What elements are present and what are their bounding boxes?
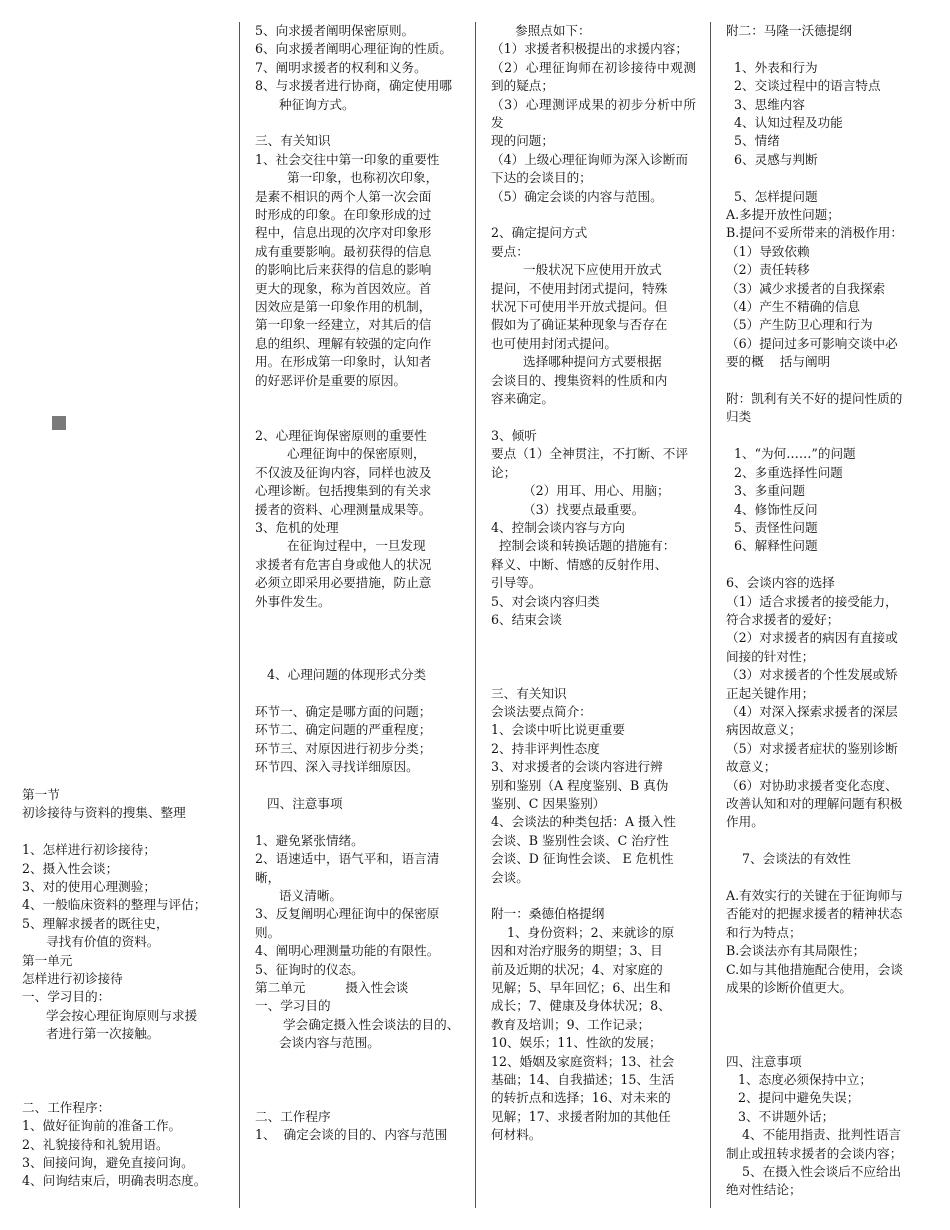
column-divider-2 (475, 22, 476, 1208)
column-4-line: 4、不能用指责、批判性语言 (726, 1127, 902, 1143)
column-3-line: 别和鉴别（A 程度鉴别、B 真伪 (491, 777, 669, 793)
column-4-line: 2、多重选择性问题 (726, 464, 843, 480)
column-2-line: 种征询方式。 (255, 96, 355, 112)
column-4-line: 5、责怪性问题 (726, 519, 818, 535)
column-3-line: 鉴别、C 因果鉴别） (491, 795, 606, 811)
column-2-line: 2、语速适中，语气平和，语言清晰， (255, 851, 440, 885)
column-3-line: （4）上级心理征询师为深入诊断而下达的会谈目的； (491, 151, 688, 186)
column-2-line: 因效应是第一印象作用的机制， (255, 299, 432, 315)
column-3-line: 状况下可使用半开放式提问。但 (491, 299, 668, 315)
column-2-line: 必须立即采用必要措施，防止意 (255, 575, 432, 591)
column-3-line (491, 887, 696, 905)
column-4-line: 正起关键作用； (726, 685, 815, 701)
column-2-line: 用。在形成第一印象时，认知者 (255, 354, 432, 370)
column-2-line: 一、学习目的 (255, 998, 331, 1014)
column-3-line: （1）求援者积极提出的求援内容； (491, 41, 688, 57)
column-4-line: 间接的针对性； (726, 648, 815, 664)
column-2-line: 求援者有危害自身或他人的状况 (255, 556, 432, 572)
column-2-line: 第二单元 摄入性会谈 (255, 979, 409, 995)
column-2-line: 5、征询时的仪态。 (255, 961, 364, 977)
column-4-line: 归类 (726, 409, 752, 425)
column-2-line (255, 114, 461, 132)
column-4-line: 3、不讲题外话； (726, 1108, 835, 1124)
column-3-line: 10、娱乐；11、性欲的发展； (491, 1035, 662, 1051)
column-2-line: 语义清晰。 (255, 887, 342, 903)
column-1-line: 3、对的使用心理测验； (22, 879, 156, 895)
column-3-line: 3、倾听 (491, 427, 537, 443)
column-1-line (22, 1080, 222, 1098)
column-2-line (255, 648, 461, 666)
column-4-line: 1、“为何……”的问题 (726, 446, 856, 462)
column-3-line (491, 206, 696, 224)
column-3-line: （3）找要点最重要。 (491, 501, 645, 517)
column-4-line: 病因故意义； (726, 722, 802, 738)
column-3-line: 会谈法要点简介： (491, 703, 592, 719)
column-divider-3 (710, 22, 711, 1208)
column-3-line (491, 666, 696, 684)
column-2-line (255, 1053, 461, 1071)
column-2 (255, 22, 461, 1212)
column-2-line (255, 777, 461, 795)
column-4-line: 5、怎样提问题 (726, 188, 818, 204)
column-2-line: 心理诊断。包括搜集到的有关求 (255, 483, 432, 499)
column-4-line: （4）产生不精确的信息 (726, 299, 860, 315)
column-1-line: 1、做好征询前的准备工作。 (22, 1118, 182, 1134)
column-3-line: 会谈、B 鉴别性会谈、C 治疗性 (491, 832, 670, 848)
column-4-line: 4、认知过程及功能 (726, 115, 843, 131)
column-2-line: 8、与求援者进行协商，确定使用哪 (255, 78, 452, 94)
column-2-line: 四、注意事项 (255, 795, 343, 811)
column-2-line: 1、避免紧张情绪。 (255, 832, 364, 848)
column-2-line: 心理征询中的保密原则， (255, 446, 426, 462)
column-2-line (255, 409, 461, 427)
column-4-line: A.有效实行的关键在于征询师与 (726, 887, 903, 903)
column-3-line: 选择哪种提问方式要根据 (491, 354, 662, 370)
column-2-line: 第一印象一经建立，对其后的信 (255, 317, 432, 333)
column-4-line: 2、交谈过程中的语言特点 (726, 78, 881, 94)
column-2-line (255, 1089, 461, 1107)
column-1-text (22, 786, 222, 1191)
column-4-line (726, 169, 930, 187)
column-3-line: 到的疑点； (491, 78, 554, 94)
column-4-line: A.多提开放性问题； (726, 207, 840, 223)
column-4-line: （1）导致依赖 (726, 243, 810, 259)
column-2-line: 第一印象，也称初次印象， (255, 170, 439, 186)
column-3-line: 4、会谈法的种类包括：A 摄入性 (491, 814, 676, 830)
column-3-line: 会谈。 (491, 869, 529, 885)
column-3-line: 因和对治疗服务的期望；3、目 (491, 943, 663, 959)
column-4-line: 2、提问中避免失误； (726, 1090, 860, 1106)
column-1-line: 第一节 (22, 787, 60, 802)
column-4-line: C.如与其他措施配合使用，会谈 (726, 961, 903, 977)
column-2-line: 在征询过程中，一旦发现 (255, 538, 426, 554)
column-4-line: （5）对求援者症状的鉴别诊断 (726, 740, 898, 756)
column-4-line: 6、灵感与判断 (726, 151, 818, 167)
column-3-line: 的转折点和选择；16、对未来的 (491, 1090, 671, 1106)
column-2-line: 6、向求援者阐明心理征询的性质。 (255, 41, 452, 57)
column-4-line (726, 869, 930, 887)
column-4-line (726, 556, 930, 574)
column-4-line: 故意义； (726, 759, 777, 775)
column-1-line: 2、摄入性会谈； (22, 860, 119, 876)
column-3-line: （5）确定会谈的内容与范围。 (491, 188, 663, 204)
column-2-line: 息的组织、理解有较强的定向作 (255, 335, 432, 351)
column-4-line: 四、注意事项 (726, 1053, 802, 1069)
column-1-line: 二、工作程序： (22, 1099, 111, 1115)
column-2-line: 是素不相识的两个人第一次会面 (255, 188, 432, 204)
column-4-line: 1、外表和行为 (726, 59, 818, 75)
column-2-line: 环节四、深入寻找详细原因。 (255, 759, 419, 775)
column-4-line (726, 997, 930, 1015)
column-2-line: 4、心理问题的体现形式分类 (255, 667, 427, 683)
column-3-line: 假如为了确证某种现象与否存在 (491, 317, 668, 333)
column-3-line: 2、持非评判性态度 (491, 740, 600, 756)
column-4-line: B.会谈法亦有其局限性； (726, 943, 866, 959)
column-4-line (726, 372, 930, 390)
column-3-line: （2）心理征询师在初诊接待中观测 (491, 59, 696, 75)
column-4-line (726, 427, 930, 445)
column-4-line (726, 1034, 930, 1052)
column-4-line: 6、解释性问题 (726, 538, 818, 554)
column-3-line: 提问，不使用封闭式提问，特殊 (491, 280, 668, 296)
column-3-line: 5、对会谈内容归类 (491, 593, 600, 609)
column-4-line: 附：凯利有关不好的提问性质的 (726, 391, 903, 407)
column-3-line: 何材料。 (491, 1127, 542, 1143)
column-3-line (491, 409, 696, 427)
column-divider-1 (239, 22, 240, 1208)
column-4-line: 绝对性结论； (726, 1182, 802, 1198)
column-3-line: 成长；7、健康及身体状况；8、 (491, 998, 671, 1014)
column-4-line (726, 1016, 930, 1034)
column-2-line: 更大的现象，称为首因效应。首 (255, 280, 432, 296)
column-3-line (491, 629, 696, 647)
column-1-line: 1、怎样进行初诊接待； (22, 842, 156, 858)
column-2-line: 3、危机的处理 (255, 519, 339, 535)
column-2-line: 环节三、对原因进行初步分类； (255, 740, 432, 756)
column-2-line: 环节一、确定是哪方面的问题； (255, 703, 432, 719)
column-3-line: 会谈、D 征询性会谈、 E 危机性 (491, 851, 674, 867)
column-2-line: 的影响比后来获得的信息的影响 (255, 262, 432, 278)
column-3-line: 控制会谈和转换话题的措施有： (491, 538, 676, 554)
column-2-line (255, 629, 461, 647)
column-2-line: 外事件发生。 (255, 593, 331, 609)
column-2-line (255, 813, 461, 831)
column-4-line: 3、思维内容 (726, 96, 805, 112)
column-3-line: 4、控制会谈内容与方向 (491, 519, 625, 535)
column-4-line: 和行为特点； (726, 924, 802, 940)
column-2-line: 1、 确定会谈的目的、内容与范围 (255, 1127, 448, 1143)
column-2-line: 7、阐明求援者的权利和义务。 (255, 59, 427, 75)
column-3-line (491, 648, 696, 666)
column-1-line: 2、礼貌接待和礼貌用语。 (22, 1136, 169, 1152)
column-4-line: 作用。 (726, 814, 764, 830)
column-3-line: 前及近期的状况；4、对家庭的 (491, 961, 663, 977)
column-2-line: 不仅波及征询内容，同样也波及 (255, 464, 432, 480)
column-4-line: 4、修饰性反问 (726, 501, 818, 517)
column-1-line: 4、问询结束后，明确表明态度。 (22, 1173, 207, 1189)
column-1-line: 学会按心理征询原则与求援 (22, 1007, 198, 1023)
column-2-line: 的好恶评价是重要的原因。 (255, 372, 407, 388)
column-1-line: 3、间接问询，避免直接问询。 (22, 1155, 194, 1171)
column-4-line: （6）对协助求援者变化态度、 (726, 777, 898, 793)
column-4-line: 成果的诊断价值更大。 (726, 980, 852, 996)
column-4-line: （3）减少求援者的自我探索 (726, 280, 886, 296)
column-3-line: 释义、中断、情感的反射作用、 (491, 556, 668, 572)
column-4-line: 7、会谈法的有效性 (726, 851, 851, 867)
column-1-line: 5、理解求援者的既往史， (22, 915, 169, 931)
column-1-line (22, 1062, 222, 1080)
column-2-line: 时形成的印象。在印象形成的过 (255, 207, 432, 223)
column-3-line: 2、确定提问方式 (491, 225, 588, 241)
column-1-line: 初诊接待与资料的搜集、整理 (22, 805, 186, 821)
column-4-line: 3、多重问题 (726, 483, 805, 499)
column-1 (22, 22, 222, 1212)
column-2-line: 3、反复阐明心理征询中的保密原则。 (255, 906, 440, 940)
column-3-line: 要点： (491, 243, 529, 259)
column-4-line: 改善认知和对的理解问题有积极 (726, 795, 903, 811)
column-2-line (255, 1071, 461, 1089)
column-3-line: 基础；14、自我描述；15、生活 (491, 1072, 675, 1088)
column-2-line: 1、社会交往中第一印象的重要性 (255, 151, 440, 167)
column-3-line: （3）心理测评成果的初步分析中所发 (491, 96, 696, 131)
column-3-line: 一般状况下应使用开放式 (491, 262, 662, 278)
column-4-line: （3）对求援者的个性发展或矫 (726, 667, 898, 683)
column-1-line: 一、学习目的： (22, 989, 111, 1005)
column-2-line: 环节二、确定问题的严重程度； (255, 722, 432, 738)
column-4-line: （2）责任转移 (726, 262, 810, 278)
column-3-line: 1、会谈中听比说更重要 (491, 722, 625, 738)
column-4-line: 1、态度必须保持中立； (726, 1072, 872, 1087)
column-3 (491, 22, 696, 1212)
column-3-line: 6、结束会谈 (491, 611, 562, 627)
column-3-line: 3、对求援者的会谈内容进行辨 (491, 759, 663, 775)
column-2-line: 三、有关知识 (255, 133, 331, 149)
column-1-line (22, 1044, 222, 1062)
column-3-line: 见解；5、早年回忆；6、出生和 (491, 980, 671, 996)
column-1-line (22, 823, 222, 841)
column-1-line: 寻找有价值的资料。 (22, 934, 160, 950)
column-3-line: 教育及培训；9、工作记录； (491, 1016, 651, 1032)
column-2-line: 程中，信息出现的次序对印象形 (255, 225, 432, 241)
column-1-line: 怎样进行初诊接待 (22, 971, 123, 987)
column-2-line: 成有重要影响。最初获得的信息 (255, 243, 432, 259)
column-4-line: 5、在摄入性会谈后不应给出 (726, 1164, 902, 1180)
column-4-line: 附二：马隆一沃德提纲 (726, 23, 852, 38)
column-3-line: 1、身份资料；2、来就诊的原 (491, 924, 675, 940)
column-3-line: 参照点如下： (491, 23, 591, 38)
column-3-line: 现的问题； (491, 133, 554, 149)
column-2-line (255, 611, 461, 629)
column-3-line: 见解；17、求援者附加的其他任 (491, 1108, 671, 1124)
column-3-line: 附一：桑德伯格提纲 (491, 906, 605, 922)
column-2-line (255, 390, 461, 408)
column-2-line: 4、阐明心理测量功能的有限性。 (255, 943, 440, 959)
column-3-line: 要点（1）全神贯注，不打断、不评论； (491, 446, 688, 480)
column-4-line: 否能对的把握求援者的精神状态 (726, 906, 903, 922)
column-3-line: 会谈目的、搜集资料的性质和内 (491, 372, 668, 388)
column-4-line: 符合求援者的爱好； (726, 611, 840, 627)
column-4-line: （6）提问过多可影响交谈中必 (726, 335, 898, 351)
column-4-line (726, 832, 930, 850)
column-2-line: 2、心理征询保密原则的重要性 (255, 427, 427, 443)
column-2-line: 会谈内容与范围。 (255, 1035, 380, 1051)
column-1-line: 者进行第一次接触。 (22, 1026, 160, 1042)
column-3-line: 12、婚姻及家庭资料；13、社会 (491, 1053, 675, 1069)
column-4-line: 6、会谈内容的选择 (726, 575, 835, 591)
column-1-line: 4、一般临床资料的整理与评估； (22, 897, 207, 913)
column-4-line: （4）对深入探索求援者的深层 (726, 703, 898, 719)
column-3-line: 也可使用封闭式提问。 (491, 335, 617, 351)
column-4 (726, 22, 930, 1212)
column-2-line: 学会确定摄入性会谈法的目的、 (255, 1016, 460, 1032)
column-2-line: 5、向求援者阐明保密原则。 (255, 23, 415, 38)
column-4-line: 5、情绪 (726, 133, 780, 149)
column-4-line: （2）对求援者的病因有直接或 (726, 630, 898, 646)
column-2-line: 二、工作程序 (255, 1108, 331, 1124)
column-4-line: 制止或扭转求援者的会谈内容； (726, 1145, 903, 1161)
column-3-line: 引导等。 (491, 575, 542, 591)
column-3-line: （2）用耳、用心、用脑； (491, 483, 670, 499)
column-4-line: 要的概 括与阐明 (726, 354, 831, 370)
column-3-line: 三、有关知识 (491, 685, 567, 701)
column-2-line: 援者的资料、心理测量成果等。 (255, 501, 432, 517)
column-2-line (255, 685, 461, 703)
column-4-line: （1）适合求援者的接受能力， (726, 593, 898, 609)
column-4-line: B.提问不妥所带来的消极作用： (726, 225, 903, 241)
column-3-line: 容来确定。 (491, 391, 554, 407)
column-4-line: （5）产生防卫心理和行为 (726, 317, 873, 333)
column-1-line: 第一单元 (22, 952, 73, 968)
column-4-line (726, 40, 930, 58)
